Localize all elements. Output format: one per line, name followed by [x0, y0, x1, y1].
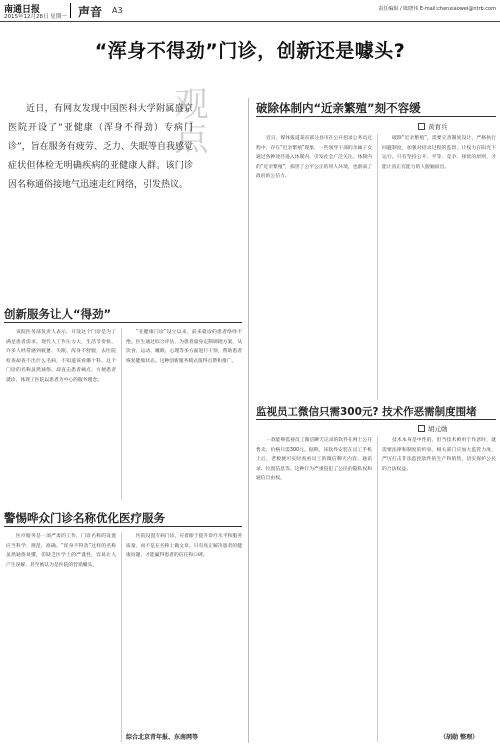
- column-divider: [377, 134, 378, 400]
- author-name: 胡元勋: [428, 425, 448, 433]
- article-body-col: [256, 436, 372, 742]
- article-body-col: [126, 532, 242, 722]
- section-rule: [4, 322, 242, 323]
- article-paragraph: 一款能够监视员工微信聊天记录的软件在网上公开售卖，价格只需300元。据称，该软件安装在员工手机上后，老板便可实时查看员工的微信聊天内容、通讯录、位置信息等。这种行为严重侵犯了公民的隐私权和通信自由权。: [256, 438, 372, 482]
- byline: [418, 424, 448, 433]
- article-paragraph: 近日，媒体报道某省部分县市在公开招录公务员过程中，存在“近亲繁殖”现象，一些领导干部的亲属子女通过各种途径进入体制内，引发社会广泛关注。体制内的“近亲繁殖”，损害了公平公正的用人环境，也削弱了政府的公信力。: [256, 136, 372, 180]
- author-icon: [418, 123, 425, 130]
- article-paragraph: 破除“近亲繁殖”，需要完善制度设计，严格执行回避制度，加强对招录过程的监督，让权力在阳光下运行。只有坚持公开、平等、竞争、择优的原则，才能让真正有能力的人脱颖而出。: [382, 136, 496, 170]
- editor-line: 责任编辑 / 陈晓伟 E-mail:chenxiaowei@ntrb.com: [378, 6, 496, 12]
- article-body-col: [256, 134, 372, 400]
- issue-date: 2015年12月28日 星期一: [4, 14, 67, 20]
- author-icon: [418, 425, 425, 432]
- section-title: 监视员工微信只需300元? 技术作恶需制度围堵: [256, 406, 477, 418]
- column-divider: [377, 436, 378, 742]
- article-body-col: [126, 328, 242, 500]
- page-headline: “浑身不得劲”门诊，创新还是噱头?: [94, 40, 406, 62]
- decorative-title: 观点: [168, 86, 208, 154]
- article-body-col: [6, 328, 116, 500]
- panel-divider: [248, 98, 249, 743]
- section-rule: [256, 116, 496, 117]
- editor-credit: （胡勋 整理）: [440, 734, 479, 741]
- column-divider: [121, 328, 122, 500]
- article-paragraph: 医院设置专病门诊，应着眼于提升诊疗水平和服务质量，而不是在名称上做文章。只有真正解决患者的健康问题，才能赢得患者的信任和口碑。: [126, 534, 242, 559]
- article-body-col: [6, 532, 116, 742]
- header-divider: [70, 3, 71, 18]
- source-credit: 综合北京青年报、东南网等: [126, 734, 199, 741]
- section-title: 警惕哗众门诊名称优化医疗服务: [4, 511, 165, 525]
- article-paragraph: 技术本身是中性的，但当技术被用于作恶时，就需要法律和制度的约束。相关部门应加大监管力度，严厉打击非法监控软件的生产和销售，切实保护公民的合法权益。: [382, 438, 496, 472]
- intro-paragraph: 近日，有网友发现中国医科大学附属盛京医院开设了“亚健康（浑身不得劲）专病门诊”，旨在服务有疲劳、乏力、失眠等自我感觉症状但体检无明确疾病的亚健康人群。该门诊因名称通俗接地气迅速走红网络，引发热议。: [8, 104, 193, 190]
- page-code: A3: [112, 6, 123, 15]
- section-title: 创新服务让人“得劲”: [4, 307, 112, 321]
- section-title: 破除体制内“近亲繁殖”刻不容缓: [256, 101, 421, 115]
- article-body-col: [382, 134, 496, 400]
- section-rule: [256, 419, 496, 420]
- article-paragraph: “亚健康门诊”设立以来，前来就诊的患者络绎不绝。医生通过综合评估，为患者量身定制调理方案，从饮食、运动、睡眠、心理等多方面进行干预，帮助患者恢复健康状态。这种创新服务模式值得点赞和推广。: [126, 330, 242, 364]
- section-name: 声音: [78, 5, 103, 19]
- author-name: 黄育兵: [428, 123, 448, 131]
- masthead: 南通日报: [4, 5, 41, 15]
- article-paragraph: 医疗服务是一项严肃的工作，门诊名称的设置应当科学、规范、准确。“浑身不得劲”这样的名称虽然通俗易懂，但缺乏医学上的严谨性，容易让人产生误解，甚至被认为是医院的营销噱头。: [6, 534, 116, 568]
- section-rule: [4, 526, 242, 527]
- article-paragraph: 该院医务部负责人表示，开设这个门诊是为了满足患者需求。现代人工作压力大，生活节奏快，许多人经常感到疲惫、失眠、浑身不舒服，去医院检查却查不出什么毛病，不知道该看哪个科。这个门诊的名称虽然通俗，却直击患者痛点，方便患者就诊，体现了医院以患者为中心的服务理念。: [6, 330, 116, 383]
- column-divider: [121, 532, 122, 742]
- article-body-col: [382, 436, 496, 728]
- page-header: [0, 0, 500, 22]
- byline: [418, 122, 448, 131]
